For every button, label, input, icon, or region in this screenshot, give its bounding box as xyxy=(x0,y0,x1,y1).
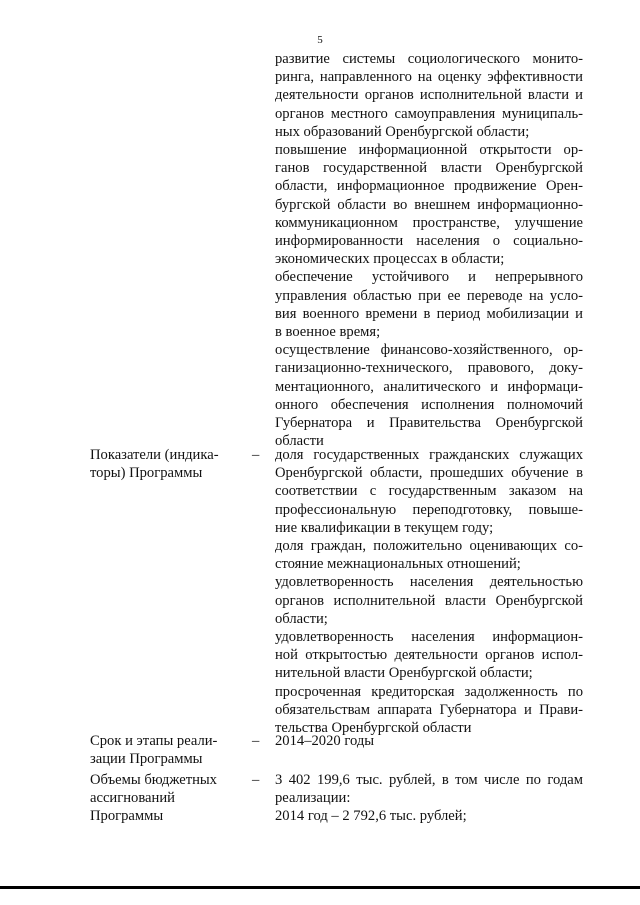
bottom-rule xyxy=(0,886,640,889)
indicator-item-line: доля граждан, положительно оценивающих со- xyxy=(275,538,583,555)
goal-item-line: Губернатора и Правительства Оренбургской xyxy=(275,415,583,432)
label-line: ассигнований xyxy=(90,790,175,807)
indicator-item-line: удовлетворенность населения деятельностью xyxy=(275,574,583,591)
indicator-item xyxy=(275,628,583,683)
indicator-item-line: просроченная кредиторская задолженность по xyxy=(275,683,583,700)
indicators-label xyxy=(90,446,240,482)
goal-item-line: онного обеспечения исполнения полномочий xyxy=(275,396,583,413)
indicator-item-line: Оренбургской области, прошедших обучение в xyxy=(275,465,583,482)
label-line: зации Программы xyxy=(90,751,203,768)
goal-item-line: развитие системы социологического монито- xyxy=(275,51,583,67)
goal-item xyxy=(275,50,583,141)
goal-item xyxy=(275,268,583,341)
indicators-dash: – xyxy=(252,447,260,463)
term-dash: – xyxy=(252,733,260,749)
term-value: 2014–2020 годы xyxy=(275,733,375,749)
goal-item-line: ных образований Оренбургской области; xyxy=(275,123,530,140)
indicator-item xyxy=(275,573,583,628)
goal-item-line: обеспечение устойчивого и непрерывного xyxy=(275,269,583,286)
goal-item-line: деятельности органов исполнительной власти и xyxy=(275,87,583,104)
goal-item-line: управления областью при ее переводе на усло- xyxy=(275,287,583,304)
goal-item-line: ганов государственной власти Оренбургской xyxy=(275,160,583,177)
page-number: 5 xyxy=(317,34,323,46)
indicator-item-line: стояние межнациональных отношений; xyxy=(275,556,521,573)
goal-item-line: коммуникационном пространстве, улучшение xyxy=(275,214,583,231)
goal-item-line: органов местного самоуправления муниципаль- xyxy=(275,105,583,122)
label-line: торы) Программы xyxy=(90,465,203,482)
indicator-item-line: соответствии с государственным заказом на xyxy=(275,483,583,500)
goal-item-line: экономических процессах в области; xyxy=(275,251,505,268)
goal-item-line: области xyxy=(275,433,324,450)
goal-item-line: осуществление финансово-хозяйственного, ор- xyxy=(275,342,583,359)
indicator-item xyxy=(275,537,583,573)
goal-item-line: ментационного, аналитического и информаци- xyxy=(275,378,583,395)
goal-item xyxy=(275,341,583,450)
indicator-item-line: области; xyxy=(275,610,328,627)
label-line: Показатели (индика- xyxy=(90,447,219,463)
goal-item-line: бургской области во внешнем информационно- xyxy=(275,196,583,213)
indicator-item-line: обязательствам аппарата Губернатора и Прави- xyxy=(275,701,583,718)
indicator-item-line: органов исполнительной власти Оренбургской xyxy=(275,592,583,609)
goal-item-line: в военное время; xyxy=(275,324,381,341)
goal-item xyxy=(275,141,583,268)
label-line: Объемы бюджетных xyxy=(90,772,217,788)
budget-line: 2014 год – 2 792,6 тыс. рублей; xyxy=(275,808,467,825)
indicator-item xyxy=(275,446,583,537)
goal-item-line: ганизационно-технического, правового, доку- xyxy=(275,360,583,377)
label-line: Программы xyxy=(90,808,164,825)
budget-line: 3 402 199,6 тыс. рублей, в том числе по годам xyxy=(275,772,583,788)
indicator-item-line: тельства Оренбургской области xyxy=(275,720,472,737)
goal-item-line: повышение информационной открытости ор- xyxy=(275,142,583,159)
indicator-item-line: ной открытостью деятельности органов испол- xyxy=(275,647,583,664)
indicator-item-line: ние квалификации в текущем году; xyxy=(275,519,494,536)
indicator-item-line: профессиональную переподготовку, повыше- xyxy=(275,501,583,518)
indicator-item xyxy=(275,683,583,738)
budget-label xyxy=(90,771,240,826)
budget-dash: – xyxy=(252,772,260,788)
label-line: Срок и этапы реали- xyxy=(90,733,218,749)
term-label xyxy=(90,732,240,768)
indicators-block xyxy=(275,446,583,737)
goal-item-line: ринга, направленного на оценку эффективности xyxy=(275,69,583,86)
goal-item-line: информированности населения о социально- xyxy=(275,233,583,250)
indicator-item-line: удовлетворенность населения информацион- xyxy=(275,629,583,646)
goals-block xyxy=(275,50,583,450)
indicator-item-line: доля государственных гражданских служащих xyxy=(275,447,583,463)
goal-item-line: вия военного времени в период мобилизации и xyxy=(275,305,583,322)
indicator-item-line: нительной власти Оренбургской области; xyxy=(275,665,533,682)
goal-item-line: области, информационное продвижение Орен- xyxy=(275,178,583,195)
budget-block xyxy=(275,771,583,826)
budget-line: реализации: xyxy=(275,790,351,807)
